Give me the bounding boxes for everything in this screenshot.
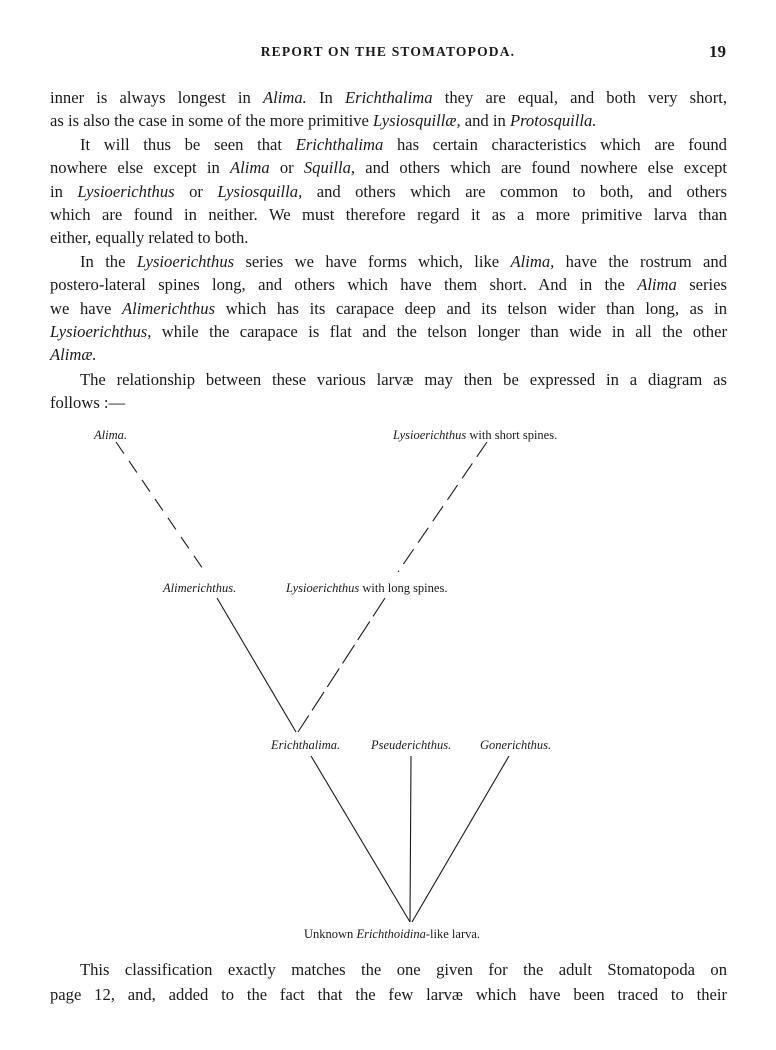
text-line: either, equally related to both. [50, 228, 249, 248]
branch-lysio-long-erichthalima [298, 598, 385, 732]
paragraph-continuation [50, 86, 727, 133]
diagram-lines [0, 420, 776, 950]
paragraph-relationship [50, 368, 727, 415]
node-root: Unknown Erichthoidina-like larva. [304, 927, 481, 941]
branch-pseuderichthus-root [410, 756, 411, 922]
node-pseuderichthus: Pseuderichthus. [371, 738, 452, 752]
paragraph-classification [50, 958, 727, 1007]
text-line: in Lysioerichthus or Lysiosquilla, and others which are common to both, and others [50, 181, 728, 201]
text-line: postero-lateral spines long, and others which have them short. And in the Alima series [50, 275, 727, 295]
branch-lysio-short-long [398, 442, 487, 572]
text-line: The relationship between these various larvæ may then be expressed in a diagram as [80, 370, 727, 389]
text-line: Alimæ. [50, 345, 97, 365]
branch-erichthalima-root [311, 756, 410, 922]
node-alima: Alima. [94, 428, 127, 442]
text-line: nowhere else except in Alima or Squilla, and others which are found nowhere else except [50, 158, 727, 178]
paragraph-erichthalima [50, 133, 727, 249]
branch-gonerichthus-root [412, 756, 509, 922]
text-line: follows :— [50, 393, 126, 413]
text-line: page 12, and, added to the fact that the few larvæ which have been traced to their [50, 984, 727, 1004]
running-head [0, 44, 776, 66]
paragraph-series [50, 250, 727, 366]
text-line: inner is always longest in Alima. In Erichthalima they are equal, and both very short, [50, 88, 727, 107]
node-alimerichthus: Alimerichthus. [163, 581, 237, 595]
text-line: Lysioerichthus, while the carapace is flat and the telson longer than wide in all the other [50, 321, 727, 341]
text-line: we have Alimerichthus which has its carapace deep and its telson wider than long, as in [50, 298, 727, 318]
text-line: It will thus be seen that Erichthalima has certain characteristics which are found [80, 135, 727, 154]
phylogeny-diagram [0, 420, 776, 950]
node-lysio-short: Lysioerichthus with short spines. [393, 428, 558, 442]
running-title: REPORT ON THE STOMATOPODA. [260, 44, 516, 59]
text-line: which are found in neither. We must therefore regard it as a more primitive larva than [50, 204, 727, 224]
text-line: In the Lysioerichthus series we have forms which, like Alima, have the rostrum and [80, 252, 727, 271]
branch-alima-alimerichthus [116, 442, 205, 572]
text-line: This classification exactly matches the one given for the adult Stomatopoda on [80, 960, 727, 979]
node-lysio-long: Lysioerichthus with long spines. [286, 581, 448, 595]
node-erichthalima: Erichthalima. [271, 738, 341, 752]
text-line: as is also the case in some of the more primitive Lysiosquillæ, and in Protosquilla. [50, 111, 597, 131]
branch-alimerichthus-erichthalima [217, 598, 296, 732]
page-number: 19 [709, 42, 726, 61]
node-gonerichthus: Gonerichthus. [480, 738, 552, 752]
